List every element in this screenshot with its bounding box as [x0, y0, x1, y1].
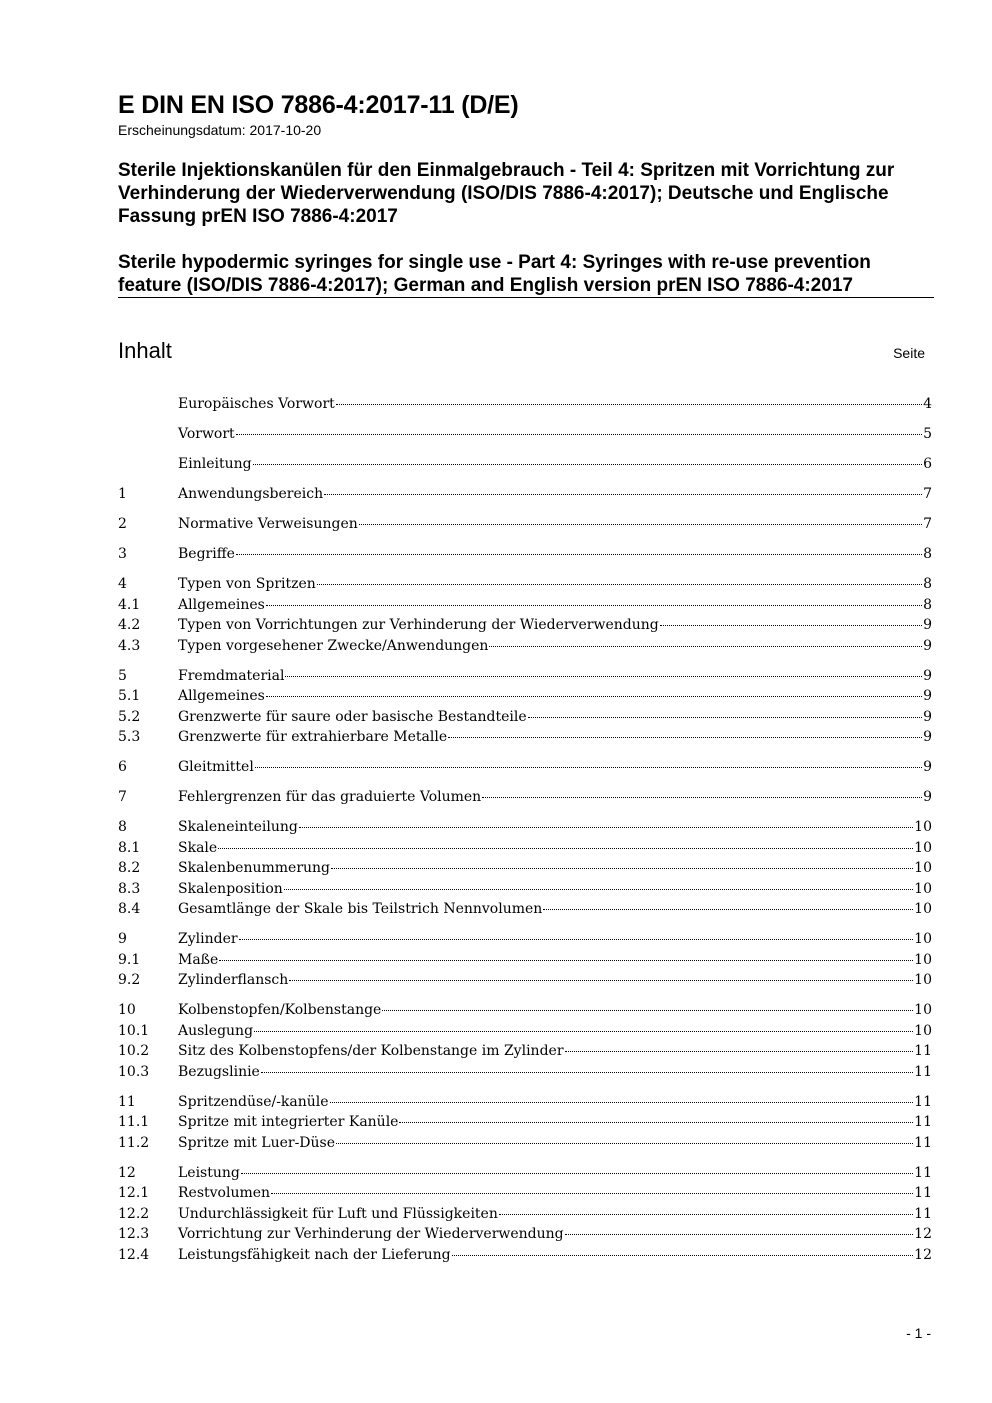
toc-entry[interactable]: [118, 615, 932, 636]
toc-entry-number: 12.4: [118, 1246, 150, 1263]
toc-dot-leader: [239, 938, 914, 940]
toc-dot-leader: [660, 624, 922, 626]
toc-entry[interactable]: [118, 1224, 932, 1245]
toc-entry-number: 10: [118, 1002, 136, 1018]
title-english: Sterile hypodermic syringes for single use - Part 4: Syringes with re-use prevention feature (ISO/DIS 7886-4:2017); German and English version prEN ISO 7886-4:2017: [118, 252, 871, 296]
toc-entry-label[interactable]: Kolbenstopfen/Kolbenstange: [178, 1002, 382, 1018]
toc-dot-leader: [285, 675, 922, 677]
toc-entry[interactable]: [118, 394, 932, 415]
toc-dot-leader: [324, 493, 922, 495]
toc-entry-label[interactable]: Bezugslinie: [178, 1063, 260, 1080]
toc-entry-label[interactable]: Skale: [178, 839, 218, 856]
toc-entry-page: 8: [923, 596, 932, 613]
toc-entry-page: 11: [914, 1205, 932, 1222]
toc-entry-page: 9: [923, 729, 932, 745]
toc-entry-page: 4: [923, 396, 932, 412]
toc-entry[interactable]: [118, 727, 932, 748]
page-number: - 1 -: [906, 1325, 931, 1341]
toc-entry-number: 12.2: [118, 1205, 150, 1222]
toc-entry-label[interactable]: Normative Verweisungen: [178, 516, 358, 532]
toc-dot-leader: [253, 463, 923, 465]
toc-entry[interactable]: [118, 1245, 932, 1266]
toc-entry-number: 10.1: [118, 1022, 150, 1039]
toc-entry[interactable]: [118, 838, 932, 859]
toc-entry-page: 11: [914, 1114, 932, 1130]
toc-entry-label[interactable]: Allgemeines: [178, 596, 265, 613]
toc-entry-label[interactable]: Typen von Spritzen: [178, 576, 316, 592]
toc-entry-page: 9: [923, 637, 932, 654]
toc-entry[interactable]: [118, 595, 932, 616]
toc-entry-number: 9: [118, 931, 127, 947]
toc-entry-page: 10: [914, 819, 932, 835]
toc-entry-label[interactable]: Vorrichtung zur Verhinderung der Wiederverwendung: [178, 1226, 564, 1242]
toc-dot-leader: [236, 553, 922, 555]
toc-entry[interactable]: [118, 484, 932, 505]
toc-dot-leader: [565, 1050, 914, 1052]
toc-entry-page: 11: [914, 1185, 932, 1201]
toc-entry-page: 11: [914, 1164, 932, 1181]
toc-group: [118, 1000, 932, 1082]
toc-dot-leader: [299, 826, 913, 828]
toc-entry-page: 10: [914, 880, 932, 897]
toc-entry-page: 10: [914, 860, 932, 876]
title-german: Sterile Injektionskanülen für den Einmalgebrauch - Teil 4: Spritzen mit Vorrichtung zur Verhinderung der Wiederverwendung (ISO/DIS 7886-4:2017); Deutsche und Englische Fassung prEN ISO 7886-4:2017: [118, 160, 895, 227]
toc-entry[interactable]: [118, 636, 932, 657]
toc-entry[interactable]: [118, 929, 932, 950]
toc-entry[interactable]: [118, 1112, 932, 1133]
toc-dot-leader: [499, 1213, 913, 1215]
toc-entry-page: 10: [914, 931, 932, 947]
toc-entry[interactable]: [118, 1000, 932, 1021]
toc-entry[interactable]: [118, 950, 932, 971]
toc-entry-label[interactable]: Einleitung: [178, 456, 252, 472]
toc-dot-leader: [489, 645, 922, 647]
toc-entry[interactable]: [118, 454, 932, 475]
toc-dot-leader: [336, 403, 922, 405]
publication-date: Erscheinungsdatum: 2017-10-20: [118, 122, 322, 138]
toc-entry-label[interactable]: Typen von Vorrichtungen zur Verhinderung der Wiederverwendung: [178, 617, 659, 633]
toc-group: [118, 1092, 932, 1154]
toc-entry-number: 10.3: [118, 1063, 150, 1080]
toc-entry-page: 12: [914, 1226, 932, 1242]
table-of-contents: [118, 394, 932, 1275]
toc-dot-leader: [331, 867, 913, 869]
toc-dot-leader: [543, 908, 913, 910]
toc-entry[interactable]: [118, 1183, 932, 1204]
toc-entry-page: 9: [923, 667, 932, 684]
toc-entry-label[interactable]: Skalenposition: [178, 880, 283, 897]
toc-entry[interactable]: [118, 970, 932, 991]
toc-dot-leader: [565, 1233, 914, 1235]
title-divider: [118, 297, 934, 298]
toc-entry-number: 9.1: [118, 951, 141, 968]
toc-entry[interactable]: [118, 879, 932, 900]
toc-entry-number: 12.1: [118, 1185, 150, 1201]
toc-entry[interactable]: [118, 574, 932, 595]
toc-dot-leader: [330, 1101, 914, 1103]
toc-entry-number: 4.3: [118, 637, 141, 654]
toc-group: [118, 666, 932, 748]
toc-entry[interactable]: [118, 666, 932, 687]
toc-entry-number: 5.2: [118, 708, 141, 725]
toc-entry[interactable]: [118, 514, 932, 535]
toc-entry-label[interactable]: Grenzwerte für saure oder basische Bestandteile: [178, 708, 527, 725]
toc-entry-number: 5: [118, 667, 127, 684]
toc-entry-number: 5.3: [118, 729, 141, 745]
toc-entry-label[interactable]: Leistung: [178, 1164, 240, 1181]
toc-entry-page: 12: [914, 1246, 932, 1263]
toc-dot-leader: [317, 583, 922, 585]
toc-entry-number: 4.2: [118, 617, 141, 633]
toc-entry-number: 11: [118, 1093, 136, 1110]
toc-group: [118, 394, 932, 415]
toc-entry-number: 8: [118, 819, 127, 835]
toc-dot-leader: [289, 979, 913, 981]
toc-entry-page: 11: [914, 1063, 932, 1080]
toc-entry-label[interactable]: Begriffe: [178, 546, 235, 562]
toc-entry-page: 10: [914, 951, 932, 968]
toc-dot-leader: [261, 1071, 913, 1073]
toc-entry[interactable]: [118, 1163, 932, 1184]
toc-entry-page: 8: [923, 576, 932, 592]
toc-entry-page: 5: [923, 426, 932, 442]
toc-group: [118, 1163, 932, 1266]
toc-dot-leader: [218, 847, 913, 849]
toc-entry-page: 9: [923, 759, 932, 775]
toc-dot-leader: [284, 888, 913, 890]
toc-dot-leader: [528, 716, 922, 718]
toc-entry-number: 2: [118, 516, 127, 532]
toc-entry-page: 9: [923, 617, 932, 633]
toc-entry-page: 11: [914, 1043, 932, 1059]
toc-entry-page: 10: [914, 839, 932, 856]
toc-entry-label[interactable]: Leistungsfähigkeit nach der Lieferung: [178, 1246, 451, 1263]
toc-entry-label[interactable]: Spritze mit integrierter Kanüle: [178, 1114, 399, 1130]
toc-entry[interactable]: [118, 1021, 932, 1042]
toc-entry-number: 9.2: [118, 972, 141, 988]
toc-entry-label[interactable]: Grenzwerte für extrahierbare Metalle: [178, 729, 448, 745]
toc-dot-leader: [241, 1172, 913, 1174]
toc-entry-number: 7: [118, 789, 127, 805]
toc-entry-number: 8.2: [118, 860, 141, 876]
toc-entry-page: 10: [914, 901, 932, 917]
toc-dot-leader: [271, 1192, 913, 1194]
toc-group: [118, 817, 932, 920]
toc-entry-label[interactable]: Skaleneinteilung: [178, 819, 298, 835]
toc-entry-label[interactable]: Gleitmittel: [178, 759, 254, 775]
toc-entry-number: 8.1: [118, 839, 141, 856]
toc-entry[interactable]: [118, 787, 932, 808]
toc-entry-number: 11.2: [118, 1134, 150, 1151]
toc-entry-label[interactable]: Spritze mit Luer-Düse: [178, 1134, 336, 1151]
toc-entry-number: 3: [118, 546, 127, 562]
toc-entry-page: 8: [923, 546, 932, 562]
toc-dot-leader: [255, 766, 922, 768]
toc-entry-number: 4.1: [118, 596, 141, 613]
toc-entry-label[interactable]: Restvolumen: [178, 1185, 271, 1201]
toc-entry[interactable]: [118, 686, 932, 707]
toc-entry-page: 9: [923, 688, 932, 704]
toc-entry-label[interactable]: Europäisches Vorwort: [178, 396, 335, 412]
toc-entry-number: 8.3: [118, 880, 141, 897]
toc-entry-label[interactable]: Typen vorgesehener Zwecke/Anwendungen: [178, 637, 489, 654]
toc-entry-label[interactable]: Fremdmaterial: [178, 667, 285, 684]
toc-entry-number: 4: [118, 576, 127, 592]
toc-group: [118, 424, 932, 445]
toc-group: [118, 574, 932, 656]
toc-entry-page: 9: [923, 789, 932, 805]
toc-entry-number: 6: [118, 759, 127, 775]
toc-dot-leader: [399, 1121, 913, 1123]
toc-entry[interactable]: [118, 817, 932, 838]
toc-entry-label[interactable]: Zylinder: [178, 931, 238, 947]
toc-group: [118, 514, 932, 535]
toc-entry-label[interactable]: Sitz des Kolbenstopfens/der Kolbenstange im Zylinder: [178, 1043, 564, 1059]
toc-entry-number: 1: [118, 486, 127, 502]
toc-entry-label[interactable]: Skalenbenummerung: [178, 860, 331, 876]
toc-entry-page: 10: [914, 1002, 932, 1018]
toc-entry-label[interactable]: Allgemeines: [178, 688, 265, 704]
toc-entry[interactable]: [118, 424, 932, 445]
toc-dot-leader: [254, 1030, 913, 1032]
toc-entry-label[interactable]: Vorwort: [178, 426, 235, 442]
document-title: E DIN EN ISO 7886-4:2017-11 (D/E): [118, 91, 519, 119]
toc-entry[interactable]: [118, 1133, 932, 1154]
toc-entry-number: 12.3: [118, 1226, 150, 1242]
toc-group: [118, 757, 932, 778]
toc-entry[interactable]: [118, 1062, 932, 1083]
toc-dot-leader: [452, 1254, 914, 1256]
toc-group: [118, 484, 932, 505]
toc-group: [118, 454, 932, 475]
toc-dot-leader: [219, 959, 913, 961]
toc-entry-page: 10: [914, 972, 932, 988]
toc-entry-page: 7: [923, 486, 932, 502]
toc-entry-page: 10: [914, 1022, 932, 1039]
toc-entry-page: 9: [923, 708, 932, 725]
toc-entry[interactable]: [118, 899, 932, 920]
toc-entry-label[interactable]: Fehlergrenzen für das graduierte Volumen: [178, 789, 482, 805]
toc-entry[interactable]: [118, 1204, 932, 1225]
toc-dot-leader: [382, 1009, 913, 1011]
toc-entry-page: 6: [923, 456, 932, 472]
toc-entry-label[interactable]: Undurchlässigkeit für Luft und Flüssigkeiten: [178, 1205, 498, 1222]
toc-page-column-label: Seite: [893, 345, 925, 361]
toc-entry-page: 11: [914, 1134, 932, 1151]
toc-group: [118, 787, 932, 808]
toc-dot-leader: [482, 796, 922, 798]
toc-dot-leader: [266, 604, 922, 606]
toc-entry-page: 11: [914, 1093, 932, 1110]
toc-entry-label[interactable]: Maße: [178, 951, 219, 968]
toc-entry-number: 8.4: [118, 901, 141, 917]
toc-entry-label[interactable]: Auslegung: [178, 1022, 254, 1039]
toc-entry[interactable]: [118, 1041, 932, 1062]
toc-entry[interactable]: [118, 707, 932, 728]
toc-entry-label[interactable]: Gesamtlänge der Skale bis Teilstrich Nennvolumen: [178, 901, 543, 917]
toc-dot-leader: [448, 736, 922, 738]
toc-entry[interactable]: [118, 858, 932, 879]
toc-entry-page: 7: [923, 516, 932, 532]
toc-dot-leader: [336, 1142, 913, 1144]
toc-heading: Inhalt: [118, 338, 172, 363]
toc-entry-number: 11.1: [118, 1114, 150, 1130]
toc-group: [118, 929, 932, 991]
toc-group: [118, 544, 932, 565]
toc-entry-label[interactable]: Zylinderflansch: [178, 972, 289, 988]
toc-entry-number: 10.2: [118, 1043, 150, 1059]
toc-entry[interactable]: [118, 544, 932, 565]
toc-entry-label[interactable]: Anwendungsbereich: [178, 486, 324, 502]
toc-entry-label[interactable]: Spritzendüse/-kanüle: [178, 1093, 329, 1110]
toc-dot-leader: [266, 695, 922, 697]
toc-entry[interactable]: [118, 757, 932, 778]
toc-entry[interactable]: [118, 1092, 932, 1113]
toc-entry-number: 5.1: [118, 688, 141, 704]
toc-dot-leader: [236, 433, 922, 435]
toc-dot-leader: [359, 523, 922, 525]
toc-entry-number: 12: [118, 1164, 136, 1181]
